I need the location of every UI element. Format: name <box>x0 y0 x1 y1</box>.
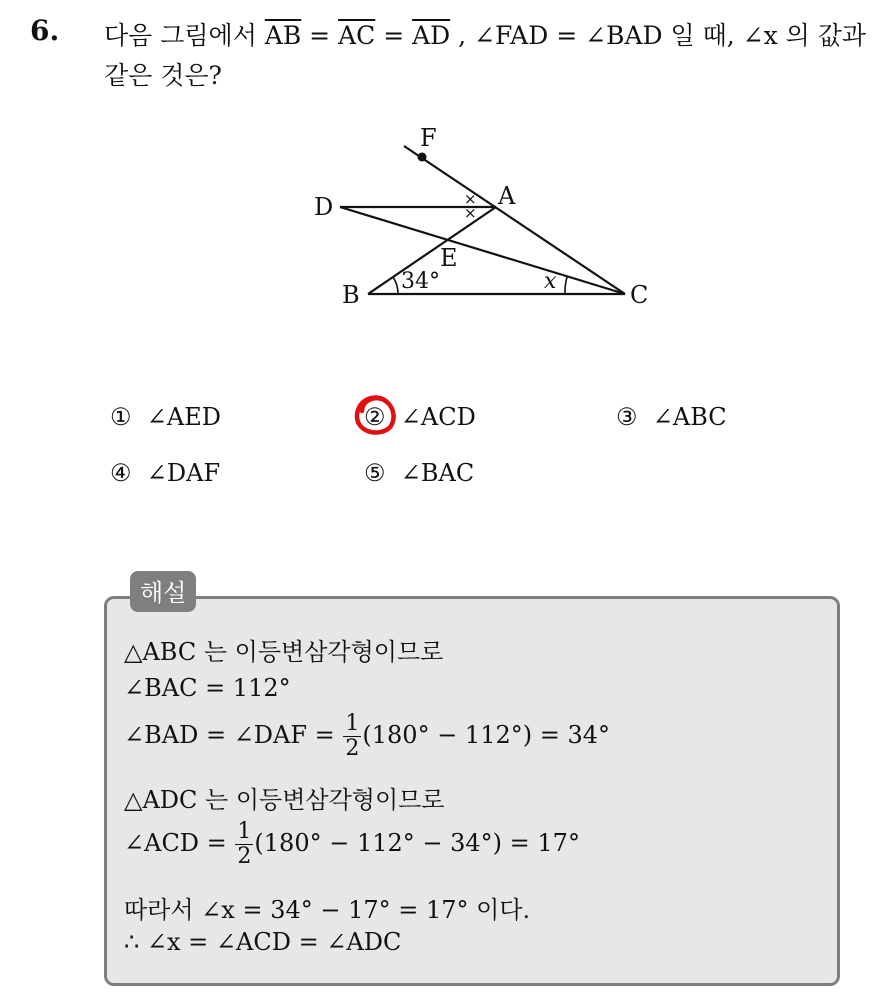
solution-line-5-pre: ∠ACD = <box>124 829 235 857</box>
label-c: C <box>630 281 649 309</box>
question-suffix: , ∠FAD = ∠BAD 일 때, ∠x 의 값과 <box>450 21 867 50</box>
choice-text: ∠ABC <box>652 403 727 431</box>
geometry-figure <box>290 118 670 318</box>
choice-number: ⑤ <box>364 459 386 487</box>
fraction-denominator: 2 <box>237 844 252 869</box>
point-f <box>418 153 427 162</box>
choice-5[interactable] <box>364 459 474 487</box>
choice-text: ∠BAC <box>400 459 475 487</box>
fraction-numerator: 1 <box>345 711 360 736</box>
choice-number: ① <box>110 403 132 431</box>
choice-3[interactable] <box>616 403 727 431</box>
segment-ac: $\overline{AC}$ <box>338 21 376 50</box>
label-f: F <box>420 124 437 152</box>
fraction-numerator: 1 <box>237 819 252 844</box>
question-prefix: 다음 그림에서 <box>104 21 265 50</box>
equals-sign: = <box>375 21 413 50</box>
equals-sign: = <box>301 21 339 50</box>
choice-text: ∠AED <box>146 403 221 431</box>
fraction-denominator: 2 <box>345 736 360 761</box>
choice-number: ② <box>364 403 386 431</box>
choice-text: ∠ACD <box>400 403 476 431</box>
solution-line-2: ∠BAC = 112° <box>124 674 291 702</box>
answer-circle-mark <box>352 393 400 441</box>
choice-number: ④ <box>110 459 132 487</box>
question-line2: 같은 것은? <box>104 61 222 90</box>
choice-number: ③ <box>616 403 638 431</box>
fraction-half <box>343 712 361 761</box>
fraction-half <box>235 820 253 869</box>
solution-line-4: △ADC 는 이등변삼각형이므로 <box>124 786 445 814</box>
solution-line-3 <box>124 712 610 761</box>
solution-line-3-pre: ∠BAD = ∠DAF = <box>124 721 343 749</box>
solution-tag: 해설 <box>130 571 196 612</box>
tick-mark-lower: × <box>464 204 477 222</box>
label-d: D <box>314 193 334 221</box>
choice-text: ∠DAF <box>146 459 221 487</box>
tick-mark-upper: × <box>464 190 477 208</box>
label-b: B <box>342 281 360 309</box>
angle-label-34: 34° <box>401 269 440 294</box>
label-a: A <box>498 182 516 210</box>
solution-line-1: △ABC 는 이등변삼각형이므로 <box>124 638 444 666</box>
angle-arc-b <box>393 277 398 294</box>
choice-4[interactable] <box>110 459 220 487</box>
question-number: 6. <box>30 14 60 47</box>
segment-ad: $\overline{AD}$ <box>412 21 451 50</box>
line-dc <box>340 207 625 294</box>
question-text <box>104 16 866 52</box>
solution-line-7: ∴ ∠x = ∠ACD = ∠ADC <box>124 928 402 956</box>
solution-line-3-post: (180° − 112°) = 34° <box>362 721 611 749</box>
angle-arc-c <box>565 277 567 294</box>
solution-line-5 <box>124 820 580 869</box>
solution-line-6: 따라서 ∠x = 34° − 17° = 17° 이다. <box>124 896 531 924</box>
solution-line-5-post: (180° − 112° − 34°) = 17° <box>254 829 580 857</box>
label-e: E <box>440 244 458 272</box>
segment-ab: $\overline{AB}$ <box>264 21 302 50</box>
choice-1[interactable] <box>110 403 221 431</box>
angle-label-x: x <box>544 269 557 294</box>
